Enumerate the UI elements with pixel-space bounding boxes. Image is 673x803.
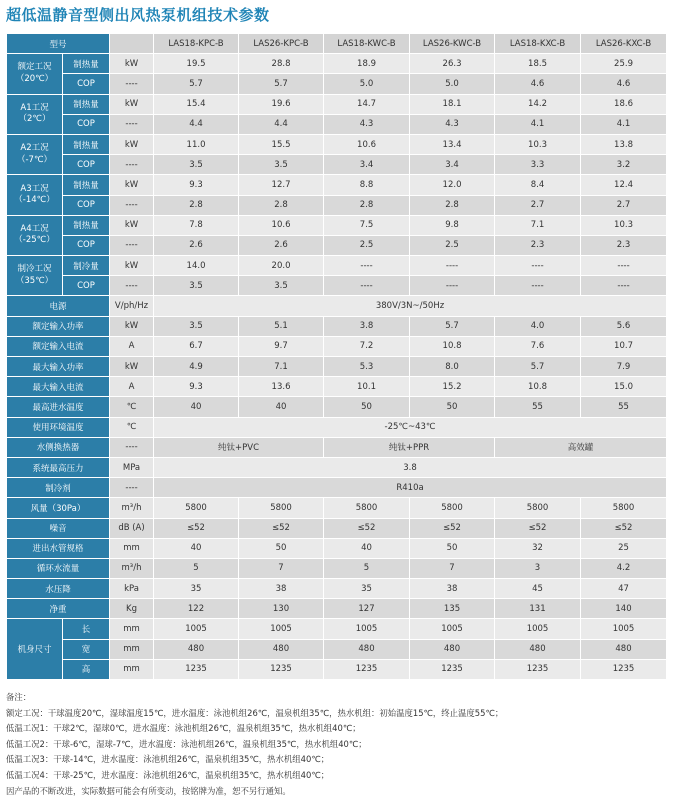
model-name-cell: LAS26-KXC-B (581, 34, 667, 54)
size-row (7, 619, 667, 639)
value-cell: 480 (324, 639, 410, 659)
spec-label: 最大输入功率 (7, 357, 110, 377)
value-cell: 40 (154, 397, 239, 417)
value-cell: 50 (324, 397, 410, 417)
value-cell: 15.0 (581, 377, 667, 397)
value-cell: ≤52 (154, 518, 239, 538)
value-cell: 3.5 (154, 155, 239, 175)
spec-label: 风量（30Pa） (7, 498, 110, 518)
unit-header-cell (110, 34, 154, 54)
value-cell: 2.3 (495, 235, 581, 255)
condition-sub-label: 制冷量 (63, 256, 110, 276)
value-cell: 2.8 (410, 195, 495, 215)
value-cell: 1235 (154, 659, 239, 679)
value-cell: ≤52 (495, 518, 581, 538)
value-cell: 7.6 (495, 336, 581, 356)
value-cell: 10.3 (495, 134, 581, 154)
unit-cell: ---- (110, 114, 154, 134)
value-cell: ---- (410, 276, 495, 296)
value-cell: 5.7 (154, 74, 239, 94)
value-cell: 15.5 (239, 134, 324, 154)
condition-sub-label: 制热量 (63, 94, 110, 114)
value-cell: 47 (581, 579, 667, 599)
unit-cell: ---- (110, 155, 154, 175)
spec-row (7, 457, 667, 477)
value-cell: ---- (410, 256, 495, 276)
unit-cell: m³/h (110, 558, 154, 578)
merged-value-cell: R410a (154, 478, 667, 498)
note-line: 低温工况1：干球2℃，湿球0℃，进水温度：泳池机组26℃，温泉机组35℃，热水机组40℃； (6, 723, 361, 734)
value-cell: 20.0 (239, 256, 324, 276)
unit-cell: ---- (110, 276, 154, 296)
condition-name: 额定工况 （20℃） (7, 54, 63, 94)
spec-row (7, 336, 667, 356)
spec-label: 进出水管规格 (7, 538, 110, 558)
unit-cell: ---- (110, 478, 154, 498)
merged-value-cell: 纯钛+PPR (324, 437, 495, 457)
value-cell: 135 (410, 599, 495, 619)
unit-cell: ---- (110, 195, 154, 215)
note-line: 因产品的不断改进，实际数据可能会有所变动，按铭牌为准，恕不另行通知。 (6, 785, 291, 796)
unit-cell: mm (110, 619, 154, 639)
value-cell: 10.1 (324, 377, 410, 397)
value-cell: 1005 (410, 619, 495, 639)
condition-sub-label: COP (63, 235, 110, 255)
unit-cell: kW (110, 357, 154, 377)
value-cell: 2.8 (239, 195, 324, 215)
unit-cell: kW (110, 316, 154, 336)
value-cell: 7.9 (581, 357, 667, 377)
value-cell: 50 (239, 538, 324, 558)
size-sub-label: 长 (63, 619, 110, 639)
value-cell: 480 (410, 639, 495, 659)
spec-label: 额定输入功率 (7, 316, 110, 336)
unit-cell: A (110, 336, 154, 356)
value-cell: 140 (581, 599, 667, 619)
value-cell: 4.1 (495, 114, 581, 134)
value-cell: 1005 (495, 619, 581, 639)
value-cell: 5800 (581, 498, 667, 518)
value-cell: ---- (495, 276, 581, 296)
spec-row (7, 558, 667, 578)
unit-cell: dB (A) (110, 518, 154, 538)
value-cell: 3.5 (154, 316, 239, 336)
spec-row (7, 579, 667, 599)
size-sub-label: 宽 (63, 639, 110, 659)
value-cell: 5.7 (410, 316, 495, 336)
value-cell: 19.6 (239, 94, 324, 114)
value-cell: 8.0 (410, 357, 495, 377)
size-group-label: 机身尺寸 (7, 619, 63, 680)
value-cell: 38 (410, 579, 495, 599)
value-cell: 55 (495, 397, 581, 417)
condition-row (7, 134, 667, 154)
unit-cell: kW (110, 175, 154, 195)
value-cell: 4.6 (495, 74, 581, 94)
value-cell: 480 (239, 639, 324, 659)
value-cell: 32 (495, 538, 581, 558)
value-cell: 8.4 (495, 175, 581, 195)
spec-row (7, 377, 667, 397)
value-cell: ≤52 (324, 518, 410, 538)
value-cell: 7.5 (324, 215, 410, 235)
value-cell: 130 (239, 599, 324, 619)
value-cell: 7 (410, 558, 495, 578)
value-cell: 5 (154, 558, 239, 578)
value-cell: 4.0 (495, 316, 581, 336)
spec-row (7, 599, 667, 619)
unit-cell: ---- (110, 235, 154, 255)
value-cell: 15.2 (410, 377, 495, 397)
value-cell: 3.5 (239, 155, 324, 175)
value-cell: 4.4 (239, 114, 324, 134)
unit-cell: kPa (110, 579, 154, 599)
spec-label: 系统最高压力 (7, 457, 110, 477)
value-cell: 3.8 (324, 316, 410, 336)
value-cell: 2.6 (239, 235, 324, 255)
merged-value-cell: 380V/3N~/50Hz (154, 296, 667, 316)
value-cell: 10.7 (581, 336, 667, 356)
condition-row (7, 74, 667, 94)
value-cell: 1235 (495, 659, 581, 679)
value-cell: 4.1 (581, 114, 667, 134)
condition-row (7, 114, 667, 134)
unit-cell: kW (110, 54, 154, 74)
value-cell: 5.7 (239, 74, 324, 94)
condition-name: 制冷工况 （35℃） (7, 256, 63, 296)
value-cell: 9.8 (410, 215, 495, 235)
model-name-cell: LAS18-KPC-B (154, 34, 239, 54)
spec-row (7, 316, 667, 336)
model-name-cell: LAS18-KWC-B (324, 34, 410, 54)
size-row (7, 639, 667, 659)
value-cell: 2.8 (154, 195, 239, 215)
value-cell: 35 (154, 579, 239, 599)
unit-cell: MPa (110, 457, 154, 477)
spec-row (7, 417, 667, 437)
spec-row (7, 478, 667, 498)
value-cell: 4.3 (324, 114, 410, 134)
value-cell: 7 (239, 558, 324, 578)
value-cell: ≤52 (239, 518, 324, 538)
value-cell: 7.2 (324, 336, 410, 356)
unit-cell: A (110, 377, 154, 397)
model-name-cell: LAS26-KPC-B (239, 34, 324, 54)
value-cell: 18.5 (495, 54, 581, 74)
value-cell: 2.8 (324, 195, 410, 215)
condition-sub-label: COP (63, 276, 110, 296)
value-cell: 55 (581, 397, 667, 417)
condition-sub-label: 制热量 (63, 175, 110, 195)
value-cell: 4.6 (581, 74, 667, 94)
condition-sub-label: 制热量 (63, 54, 110, 74)
unit-cell: mm (110, 659, 154, 679)
unit-cell: V/ph/Hz (110, 296, 154, 316)
notes-section (6, 690, 503, 799)
value-cell: 480 (495, 639, 581, 659)
value-cell: 12.4 (581, 175, 667, 195)
spec-row (7, 437, 667, 457)
condition-name: A1工况 （2℃） (7, 94, 63, 134)
value-cell: 35 (324, 579, 410, 599)
value-cell: 50 (410, 538, 495, 558)
value-cell: 1235 (239, 659, 324, 679)
condition-row (7, 215, 667, 235)
value-cell: 10.6 (239, 215, 324, 235)
value-cell: 40 (324, 538, 410, 558)
value-cell: ---- (581, 276, 667, 296)
value-cell: ---- (324, 276, 410, 296)
value-cell: 13.4 (410, 134, 495, 154)
value-cell: 40 (154, 538, 239, 558)
value-cell: 3.5 (154, 276, 239, 296)
merged-value-cell: 纯钛+PVC (154, 437, 324, 457)
condition-name: A4工况 （-25℃） (7, 215, 63, 255)
value-cell: 2.3 (581, 235, 667, 255)
value-cell: 5.1 (239, 316, 324, 336)
condition-sub-label: COP (63, 155, 110, 175)
spec-label: 水侧换热器 (7, 437, 110, 457)
value-cell: 3.2 (581, 155, 667, 175)
notes-heading: 备注： (6, 692, 32, 702)
value-cell: 11.0 (154, 134, 239, 154)
condition-sub-label: 制热量 (63, 134, 110, 154)
value-cell: 10.3 (581, 215, 667, 235)
value-cell: 4.3 (410, 114, 495, 134)
value-cell: 1005 (239, 619, 324, 639)
value-cell: 28.8 (239, 54, 324, 74)
value-cell: 1005 (581, 619, 667, 639)
unit-cell: kW (110, 256, 154, 276)
value-cell: 9.3 (154, 377, 239, 397)
unit-cell: Kg (110, 599, 154, 619)
value-cell: 1005 (324, 619, 410, 639)
condition-row (7, 54, 667, 74)
value-cell: ---- (581, 256, 667, 276)
spec-row (7, 518, 667, 538)
spec-label: 使用环境温度 (7, 417, 110, 437)
value-cell: ≤52 (410, 518, 495, 538)
value-cell: 4.4 (154, 114, 239, 134)
value-cell: 14.7 (324, 94, 410, 114)
value-cell: ---- (324, 256, 410, 276)
value-cell: 12.7 (239, 175, 324, 195)
spec-label: 电源 (7, 296, 110, 316)
value-cell: 10.8 (410, 336, 495, 356)
unit-cell: ℃ (110, 397, 154, 417)
value-cell: 18.6 (581, 94, 667, 114)
merged-value-cell: -25℃~43℃ (154, 417, 667, 437)
condition-row (7, 256, 667, 276)
value-cell: 1235 (410, 659, 495, 679)
value-cell: 5.6 (581, 316, 667, 336)
value-cell: 1235 (324, 659, 410, 679)
model-name-cell: LAS18-KXC-B (495, 34, 581, 54)
spec-label: 额定输入电流 (7, 336, 110, 356)
spec-label: 最大输入电流 (7, 377, 110, 397)
condition-sub-label: COP (63, 74, 110, 94)
value-cell: 3.5 (239, 276, 324, 296)
value-cell: 127 (324, 599, 410, 619)
model-name-cell: LAS26-KWC-B (410, 34, 495, 54)
value-cell: 1235 (581, 659, 667, 679)
condition-name: A2工况 （-7℃） (7, 134, 63, 174)
value-cell: 2.7 (495, 195, 581, 215)
spec-row (7, 397, 667, 417)
merged-value-cell: 3.8 (154, 457, 667, 477)
value-cell: 7.1 (239, 357, 324, 377)
value-cell: 122 (154, 599, 239, 619)
value-cell: 4.2 (581, 558, 667, 578)
unit-cell: kW (110, 215, 154, 235)
value-cell: 5.0 (324, 74, 410, 94)
value-cell: 9.7 (239, 336, 324, 356)
value-cell: 131 (495, 599, 581, 619)
value-cell: 7.1 (495, 215, 581, 235)
value-cell: 5.0 (410, 74, 495, 94)
value-cell: 5 (324, 558, 410, 578)
value-cell: 13.8 (581, 134, 667, 154)
table-header-row (7, 34, 667, 54)
note-line: 低温工况3：干球-14℃，进水温度：泳池机组26℃，温泉机组35℃，热水机组40℃； (6, 754, 330, 765)
unit-cell: kW (110, 94, 154, 114)
spec-label: 水压降 (7, 579, 110, 599)
condition-row (7, 276, 667, 296)
value-cell: 26.3 (410, 54, 495, 74)
condition-row (7, 94, 667, 114)
value-cell: 12.0 (410, 175, 495, 195)
condition-sub-label: 制热量 (63, 215, 110, 235)
unit-cell: ---- (110, 74, 154, 94)
value-cell: 5.3 (324, 357, 410, 377)
value-cell: 14.0 (154, 256, 239, 276)
note-line: 低温工况2：干球-6℃，湿球-7℃，进水温度：泳池机组26℃，温泉机组35℃，热水机组40℃； (6, 738, 367, 749)
value-cell: 7.8 (154, 215, 239, 235)
value-cell: 3 (495, 558, 581, 578)
condition-sub-label: COP (63, 195, 110, 215)
value-cell: 18.9 (324, 54, 410, 74)
unit-cell: mm (110, 538, 154, 558)
condition-sub-label: COP (63, 114, 110, 134)
note-line: 低温工况4：干球-25℃，进水温度：泳池机组26℃，温泉机组35℃，热水机组40℃； (6, 769, 330, 780)
value-cell: 480 (154, 639, 239, 659)
value-cell: 25 (581, 538, 667, 558)
spec-row (7, 498, 667, 518)
spec-row (7, 296, 667, 316)
condition-row (7, 175, 667, 195)
value-cell: 5800 (239, 498, 324, 518)
size-row (7, 659, 667, 679)
value-cell: 3.4 (410, 155, 495, 175)
value-cell: ---- (495, 256, 581, 276)
condition-row (7, 195, 667, 215)
value-cell: 45 (495, 579, 581, 599)
value-cell: 3.3 (495, 155, 581, 175)
value-cell: 6.7 (154, 336, 239, 356)
value-cell: 3.4 (324, 155, 410, 175)
spec-label: 循环水流量 (7, 558, 110, 578)
value-cell: 5800 (495, 498, 581, 518)
spec-row (7, 357, 667, 377)
spec-label: 最高进水温度 (7, 397, 110, 417)
value-cell: 10.8 (495, 377, 581, 397)
unit-cell: kW (110, 134, 154, 154)
spec-label: 噪音 (7, 518, 110, 538)
spec-label: 净重 (7, 599, 110, 619)
unit-cell: ---- (110, 437, 154, 457)
unit-cell: ℃ (110, 417, 154, 437)
value-cell: 2.5 (410, 235, 495, 255)
value-cell: 2.5 (324, 235, 410, 255)
spec-table (6, 33, 667, 680)
value-cell: 5.7 (495, 357, 581, 377)
value-cell: 8.8 (324, 175, 410, 195)
value-cell: 50 (410, 397, 495, 417)
note-line: 额定工况：干球温度20℃，湿球温度15℃，进水温度：泳池机组26℃，温泉机组35℃，热水机组：初始温度15℃，终止温度55℃； (6, 707, 504, 718)
value-cell: ≤52 (581, 518, 667, 538)
unit-cell: mm (110, 639, 154, 659)
model-header: 型号 (7, 34, 110, 54)
value-cell: 480 (581, 639, 667, 659)
value-cell: 10.6 (324, 134, 410, 154)
spec-label: 制冷剂 (7, 478, 110, 498)
value-cell: 9.3 (154, 175, 239, 195)
value-cell: 38 (239, 579, 324, 599)
condition-row (7, 155, 667, 175)
spec-row (7, 538, 667, 558)
value-cell: 2.6 (154, 235, 239, 255)
size-sub-label: 高 (63, 659, 110, 679)
value-cell: 25.9 (581, 54, 667, 74)
value-cell: 19.5 (154, 54, 239, 74)
unit-cell: m³/h (110, 498, 154, 518)
value-cell: 40 (239, 397, 324, 417)
value-cell: 1005 (154, 619, 239, 639)
value-cell: 18.1 (410, 94, 495, 114)
value-cell: 5800 (410, 498, 495, 518)
value-cell: 2.7 (581, 195, 667, 215)
value-cell: 15.4 (154, 94, 239, 114)
merged-value-cell: 高效罐 (495, 437, 667, 457)
value-cell: 4.9 (154, 357, 239, 377)
page-title: 超低温静音型侧出风热泵机组技术参数 (6, 6, 270, 24)
condition-row (7, 235, 667, 255)
condition-name: A3工况 （-14℃） (7, 175, 63, 215)
value-cell: 5800 (324, 498, 410, 518)
value-cell: 5800 (154, 498, 239, 518)
value-cell: 13.6 (239, 377, 324, 397)
value-cell: 14.2 (495, 94, 581, 114)
